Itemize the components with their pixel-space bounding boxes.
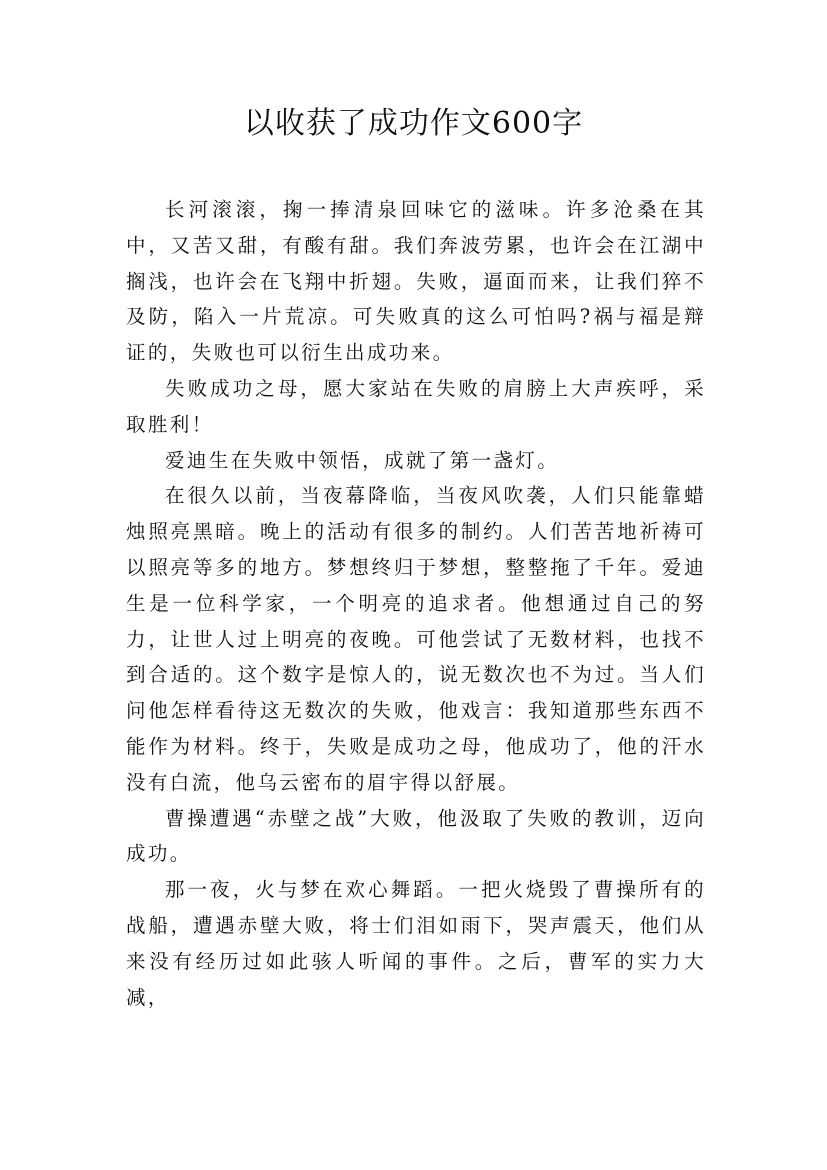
paragraph-2: 失败成功之母，愿大家站在失败的肩膀上大声疾呼，采取胜利！ <box>126 376 706 436</box>
document-body <box>126 192 706 1015</box>
paragraph-4: 在很久以前，当夜幕降临，当夜风吹袭，人们只能靠蜡烛照亮黑暗。晚上的活动有很多的制约。人们苦苦地祈祷可以照亮等多的地方。梦想终归于梦想，整整拖了千年。爱迪生是一位科学家，一个明亮的追求者。他想通过自己的努力，让世人过上明亮的夜晚。可他尝试了无数材料，也找不到合适的。这个数字是惊人的，说无数次也不为过。当人们问他怎样看待这无数次的失败，他戏言：我知道那些东西不能作为材料。终于，失败是成功之母，他成功了，他的汗水没有白流，他乌云密布的眉宇得以舒展。 <box>126 484 706 794</box>
paragraph-6: 那一夜，火与梦在欢心舞蹈。一把火烧毁了曹操所有的战船，遭遇赤壁大败，将士们泪如雨下，哭声震天，他们从来没有经历过如此骇人听闻的事件。之后，曹军的实力大减， <box>126 878 706 1009</box>
paragraph-1: 长河滚滚，掬一捧清泉回味它的滋味。许多沧桑在其中，又苦又甜，有酸有甜。我们奔波劳累，也许会在江湖中搁浅，也许会在飞翔中折翅。失败，逼面而来，让我们猝不及防，陷入一片荒凉。可失败真的这么可怕吗?祸与福是辩证的，失败也可以衍生出成功来。 <box>126 198 706 365</box>
paragraph-5: 曹操遭遇“赤壁之战”大败，他汲取了失败的教训，迈向成功。 <box>126 806 706 866</box>
document-title: 以收获了成功作文600字 <box>243 106 584 141</box>
paragraph-3: 爱迪生在失败中领悟，成就了第一盏灯。 <box>165 448 560 472</box>
